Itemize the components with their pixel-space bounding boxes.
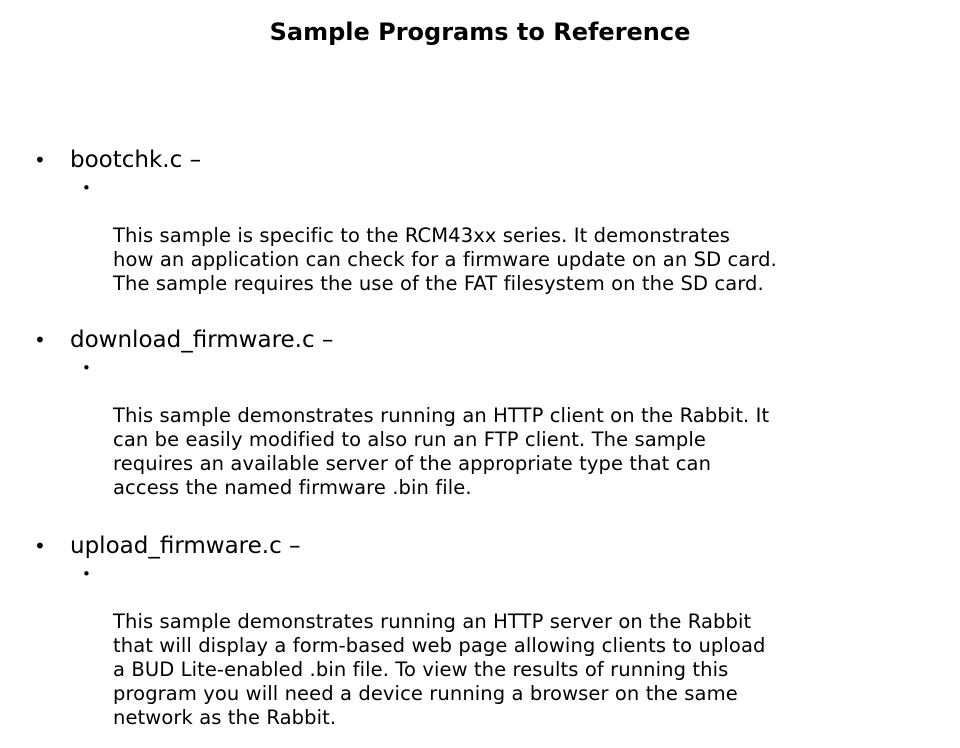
description-text: This sample demonstrates running an HTTP server on the Rabbit that will display a form-based web page allowing clients to upload a BUD Lite-enabled .bin file. To view the results of running this program you will need a device running a browser on the same network as the Rabbit. xyxy=(113,610,766,729)
sub-list-item xyxy=(82,562,934,730)
description-text: This sample is specific to the RCM43xx series. It demonstrates how an application can check for a firmware update on an SD card. The sample requires the use of the FAT filesystem on the SD card. xyxy=(113,224,777,295)
bullet-icon: • xyxy=(34,534,46,558)
heading-text: bootchk.c – xyxy=(70,147,202,173)
sub-list-item xyxy=(82,356,934,500)
list-item-download-firmware xyxy=(34,324,934,500)
heading-text: download_firmware.c – xyxy=(70,327,334,353)
bullet-icon: • xyxy=(34,328,46,352)
sub-list-item xyxy=(82,176,934,296)
sub-bullet-icon: • xyxy=(82,359,91,377)
list-item-heading xyxy=(34,530,934,562)
list-item-bootchk xyxy=(34,144,934,296)
list-item-heading xyxy=(34,324,934,356)
sub-bullet-icon: • xyxy=(82,565,91,583)
list-item-heading xyxy=(34,144,934,176)
description-text: This sample demonstrates running an HTTP client on the Rabbit. It can be easily modified to also run an FTP client. The sample requires an available server of the appropriate type that can access the named firmware .bin file. xyxy=(113,404,770,499)
slide-title: Sample Programs to Reference xyxy=(269,18,691,46)
bullet-icon: • xyxy=(34,148,46,172)
heading-text: upload_firmware.c – xyxy=(70,533,301,559)
list-item-upload-firmware xyxy=(34,530,934,730)
sub-bullet-icon: • xyxy=(82,179,91,197)
bullet-list xyxy=(34,144,934,748)
